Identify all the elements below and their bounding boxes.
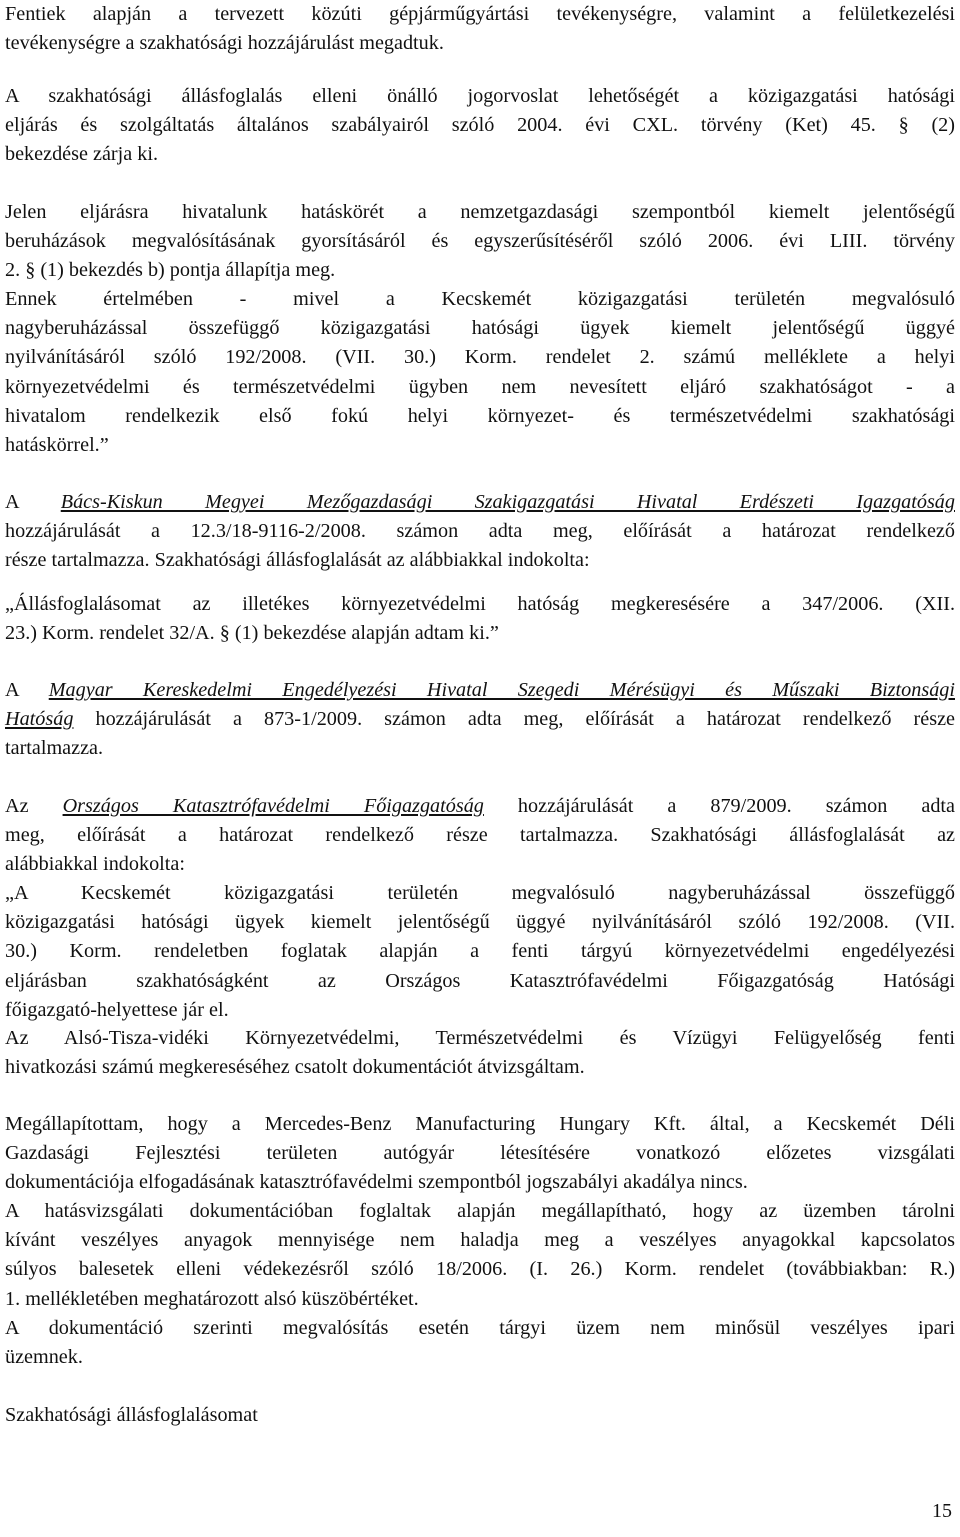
text-line: meg, előírását a határozat rendelkező része tartalmazza. Szakhatósági állásfoglalását az [5, 824, 955, 847]
authority-name-link[interactable]: Bács-Kiskun Megyei Mezőgazdasági Szakigazgatási Hivatal Erdészeti Igazgatóság [60, 491, 955, 513]
text-line: nyilvánításáról szóló 192/2008. (VII. 30.) Korm. rendelet 2. számú melléklete a helyi [5, 346, 955, 369]
text-line: főigazgató-helyettese jár el. [5, 998, 229, 1021]
text-line: hivatalom rendelkezik első fokú helyi környezet- és természetvédelmi szakhatósági [5, 404, 955, 427]
paragraph-bacs-kiskun [5, 488, 955, 576]
text-line: A szakhatósági állásfoglalás elleni önálló jogorvoslat lehetőségét a közigazgatási hatósági [5, 85, 955, 107]
text-line: Az Alsó-Tisza-vidéki Környezetvédelmi, Természetvédelmi és Vízügyi Felügyelőség fenti [5, 1027, 955, 1049]
text-line: Szakhatósági állásfoglalásomat [5, 1404, 258, 1426]
paragraph-consent-granted [5, 0, 955, 58]
text-line: eljárásban szakhatóságként az Országos Katasztrófavédelmi Főigazgatóság Hatósági [5, 969, 955, 992]
paragraph-accordingly [5, 285, 955, 460]
text-line: Fentiek alapján a tervezett közúti gépjárműgyártási tevékenységre, valamint a felületkezelési [5, 3, 955, 25]
paragraph-closing [5, 1401, 955, 1430]
text-line: 23.) Korm. rendelet 32/A. § (1) bekezdése alapján adtam ki.” [5, 622, 499, 645]
text-line: tevékenységre a szakhatósági hozzájárulást megadtuk. [5, 32, 444, 55]
paragraph-quote-1 [5, 590, 955, 648]
text-line: hatáskörrel.” [5, 434, 109, 457]
text-line: közigazgatási hatósági ügyek kiemelt jelentőségű üggyé nyilvánításáról szóló 192/2008. (VII. [5, 911, 955, 934]
paragraph-not-hazardous-plant [5, 1314, 955, 1372]
text-line: tartalmazza. [5, 737, 104, 760]
text-line: üzemnek. [5, 1346, 83, 1369]
text-line: A hatásvizsgálati dokumentációban foglaltak alapján megállapítható, hogy az üzemben tárolni [5, 1200, 955, 1222]
text-line: hozzájárulását a 12.3/18-9116-2/2008. számon adta meg, előírását a határozat rendelkező [5, 520, 955, 543]
page-number: 15 [932, 1500, 952, 1522]
text-line: alábbiakkal indokolta: [5, 853, 185, 876]
text-line: Jelen eljárásra hivatalunk hatáskörét a nemzetgazdasági szempontból kiemelt jelentőségű [5, 201, 955, 223]
paragraph-hazardous-materials [5, 1197, 955, 1314]
text-line: hivatkozási számú megkereséséhez csatolt dokumentációt átvizsgáltam. [5, 1056, 585, 1079]
text-line: 1. mellékletében meghatározott alsó küszöbértéket. [5, 1287, 419, 1310]
text-line [5, 488, 955, 517]
text-fragment: Az [5, 795, 63, 817]
authority-name-link[interactable]: Hatóság [5, 708, 74, 731]
text-line: bekezdése zárja ki. [5, 143, 158, 166]
text-line: súlyos balesetek elleni védekezésről szóló 18/2006. (I. 26.) Korm. rendelet (továbbiakban: R.) [5, 1258, 955, 1281]
authority-name-link[interactable]: Magyar Kereskedelmi Engedélyezési Hivatal Szegedi Mérésügyi és Műszaki Biztonsági [48, 679, 955, 701]
text-line: 30.) Korm. rendeletben foglatak alapján a fenti tárgyú környezetvédelmi engedélyezési [5, 940, 955, 963]
text-line [5, 705, 955, 734]
text-line: dokumentációja elfogadásának katasztrófavédelmi szempontból jogszabályi akadálya nincs. [5, 1171, 748, 1194]
text-line: Gazdasági Fejlesztési területen autógyár létesítésére vonatkozó előzetes vizsgálati [5, 1142, 955, 1165]
paragraph-quote-2 [5, 879, 955, 1025]
text-line: 2. § (1) bekezdés b) pontja állapítja meg. [5, 259, 336, 282]
text-line: A dokumentáció szerinti megvalósítás esetén tárgyi üzem nem minősül veszélyes ipari [5, 1317, 955, 1339]
authority-name-link[interactable]: Országos Katasztrófavédelmi Főigazgatóság [62, 795, 484, 817]
text-line: beruházások megvalósításának gyorsításáról és egyszerűsítéséről szóló 2006. évi LIII. törvény [5, 230, 955, 253]
text-line: része tartalmazza. Szakhatósági állásfoglalását az alábbiakkal indokolta: [5, 549, 590, 572]
paragraph-also-tisza [5, 1024, 955, 1082]
text-fragment: A [5, 491, 61, 513]
paragraph-mkeh [5, 676, 955, 764]
text-line: „Állásfoglalásomat az illetékes környezetvédelmi hatóság megkeresésére a 347/2006. (XII. [5, 593, 955, 615]
text-line: eljárás és szolgáltatás általános szabályairól szóló 2004. évi CXL. törvény (Ket) 45. § (2) [5, 114, 955, 137]
paragraph-legal-remedy [5, 82, 955, 170]
text-fragment: A [5, 679, 49, 701]
text-line: Ennek értelmében - mivel a Kecskemét közigazgatási területén megvalósuló [5, 288, 955, 310]
text-line: kívánt veszélyes anyagok mennyisége nem haladja meg a veszélyes anyagokkal kapcsolatos [5, 1229, 955, 1252]
paragraph-okf [5, 792, 955, 880]
paragraph-competence [5, 198, 955, 286]
text-line: környezetvédelmi és természetvédelmi ügyben nem nevesített eljáró szakhatóságot - a [5, 375, 955, 398]
text-line: Megállapítottam, hogy a Mercedes-Benz Manufacturing Hungary Kft. által, a Kecskemét Déli [5, 1113, 955, 1135]
text-line: „A Kecskemét közigazgatási területén megvalósuló nagyberuházással összefüggő [5, 882, 955, 904]
paragraph-findings [5, 1110, 955, 1198]
text-line [5, 676, 955, 705]
text-line: nagyberuházással összefüggő közigazgatási hatósági ügyek kiemelt jelentőségű üggyé [5, 317, 955, 340]
text-fragment: hozzájárulását a 873-1/2009. számon adta meg, előírását a határozat rendelkező része [73, 708, 955, 731]
text-line [5, 792, 955, 821]
text-fragment: hozzájárulását a 879/2009. számon adta [483, 795, 955, 817]
